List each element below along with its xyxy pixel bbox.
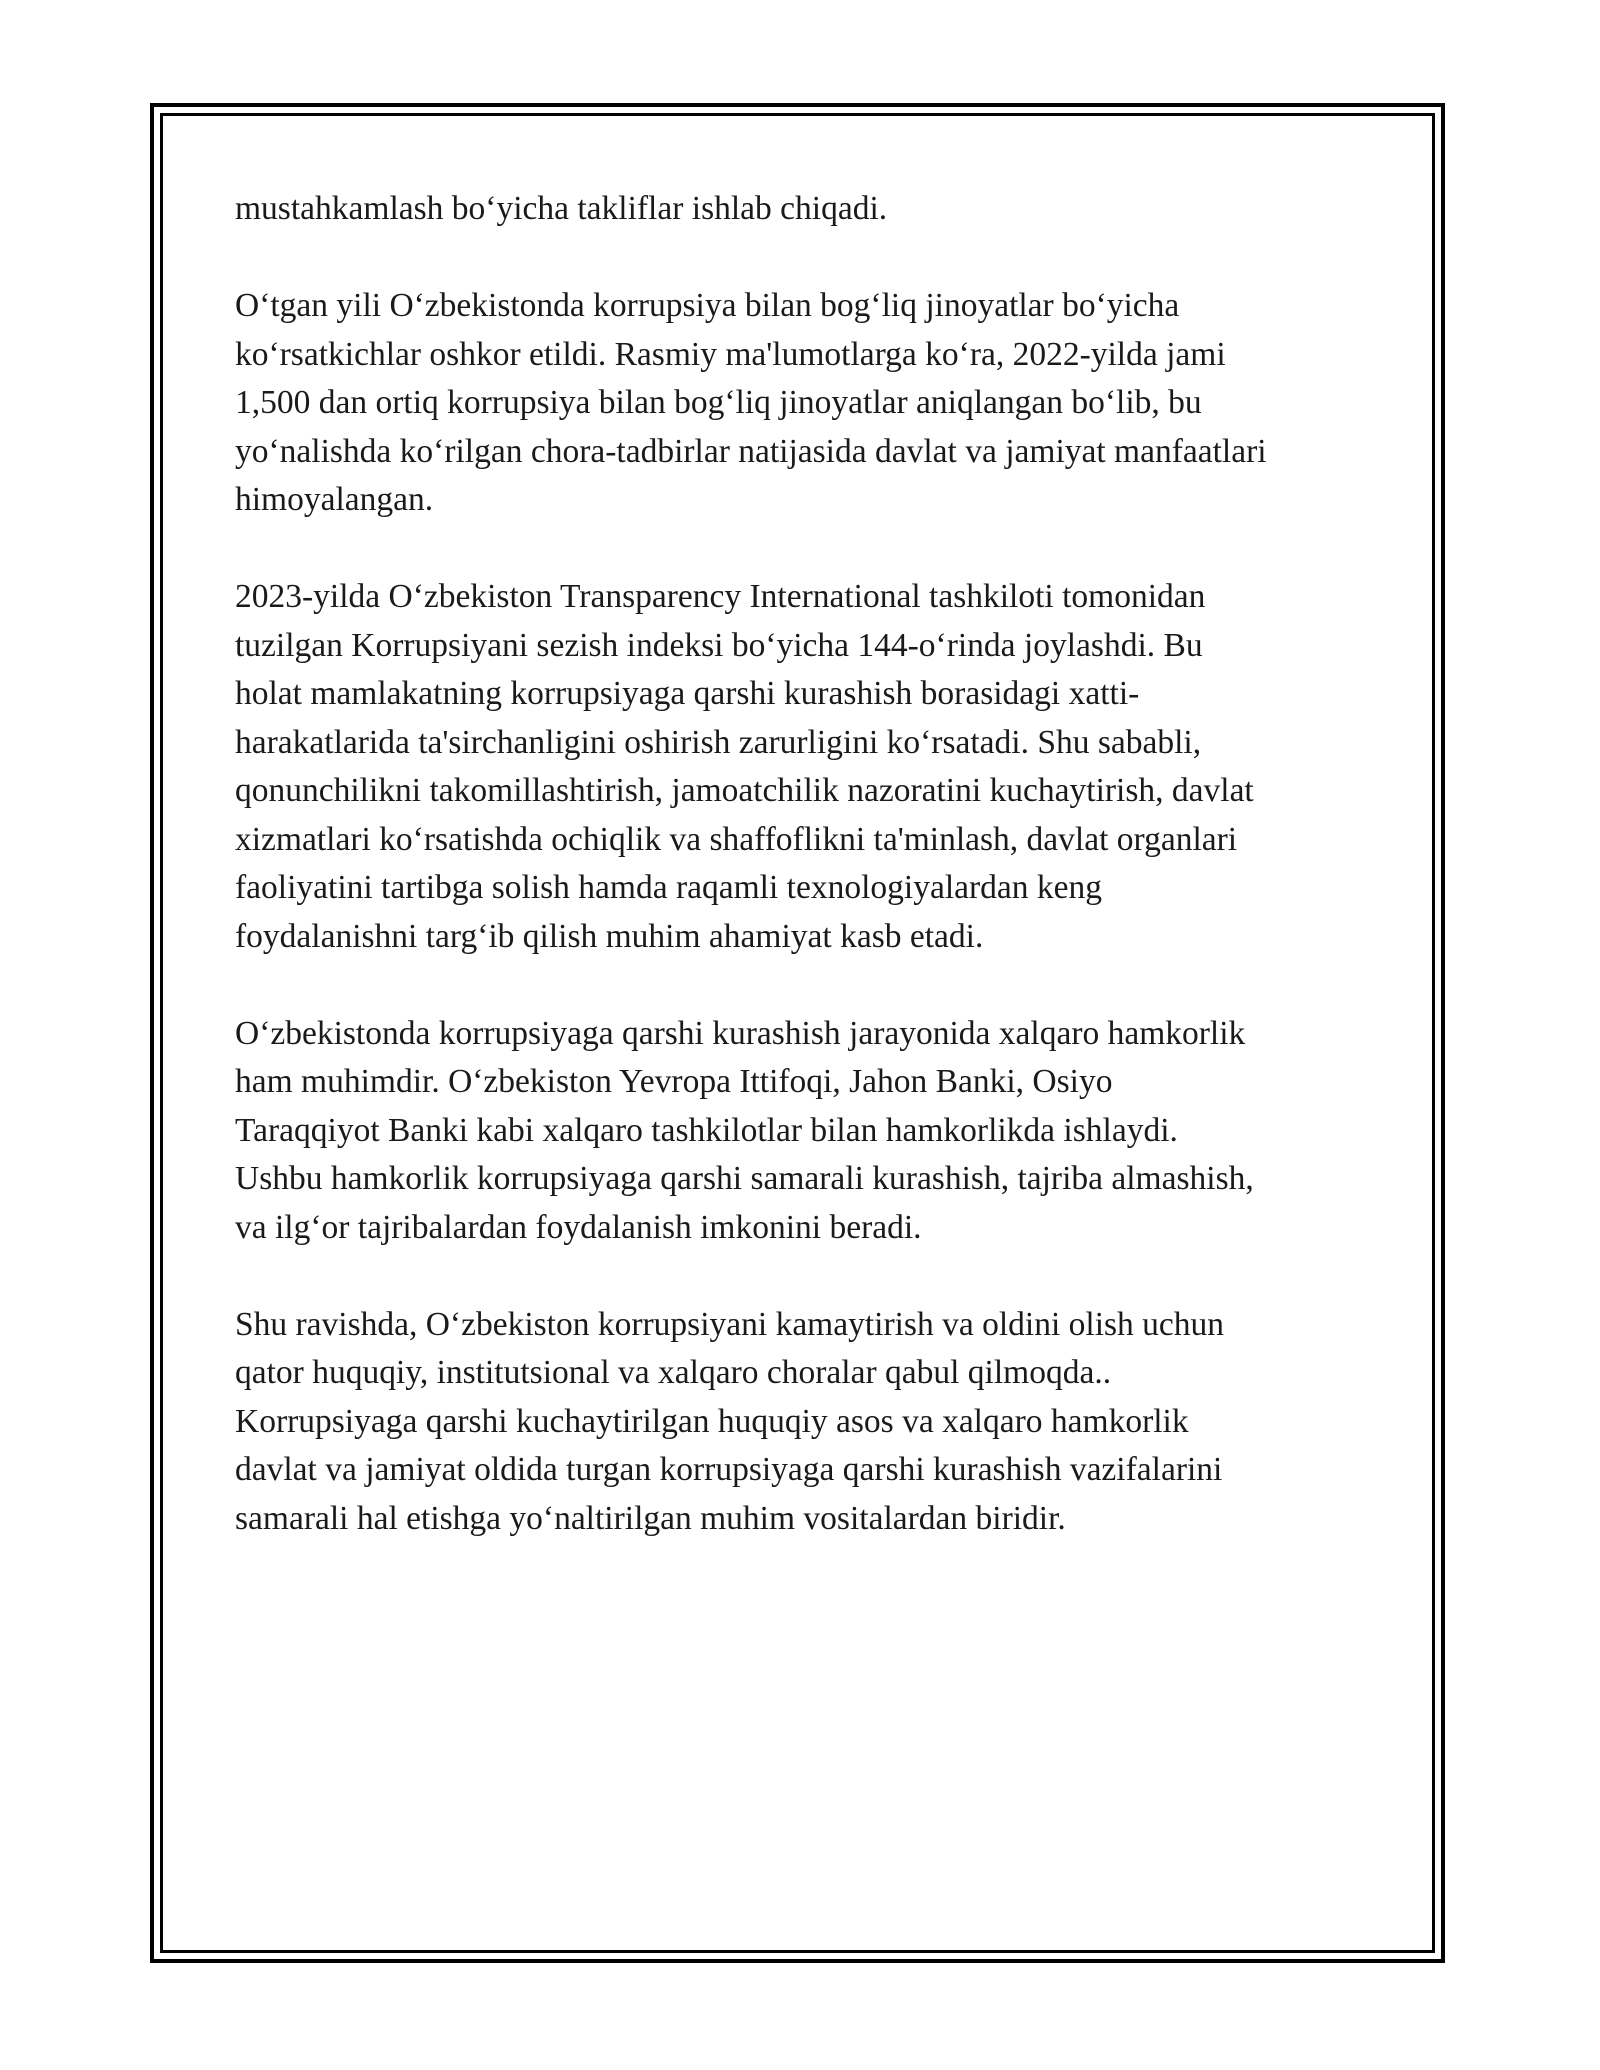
paragraph-5 (235, 1301, 1370, 1544)
text-line: ham muhimdir. O‘zbekiston Yevropa Ittifoqi, Jahon Banki, Osiyo (235, 1063, 1113, 1100)
text-line: qator huquqiy, institutsional va xalqaro choralar qabul qilmoqda.. (235, 1354, 1112, 1391)
paragraph-2 (235, 282, 1370, 525)
paragraph-4 (235, 1010, 1370, 1253)
text-line: xizmatlari ko‘rsatishda ochiqlik va shaffoflikni ta'minlash, davlat organlari (235, 820, 1238, 858)
text-line: holat mamlakatning korrupsiyaga qarshi kurashish borasidagi xatti- (235, 675, 1140, 712)
text-line: 2023-yilda O‘zbekiston Transparency International tashkiloti tomonidan (235, 578, 1206, 615)
text-line: mustahkamlash bo‘yicha takliflar ishlab chiqadi. (235, 190, 888, 227)
document-body (235, 185, 1370, 1592)
text-line: Korrupsiyaga qarshi kuchaytirilgan huquqiy asos va xalqaro hamkorlik (235, 1402, 1189, 1440)
text-line: Taraqqiyot Banki kabi xalqaro tashkilotlar bilan hamkorlikda ishlaydi. (235, 1111, 1178, 1149)
text-line: yo‘nalishda ko‘rilgan chora-tadbirlar natijasida davlat va jamiyat manfaatlari (235, 432, 1267, 470)
paragraph-3 (235, 573, 1370, 961)
paragraph-1 (235, 185, 1370, 234)
text-line: samarali hal etishga yo‘naltirilgan muhim vositalardan biridir. (235, 1499, 1066, 1537)
text-line: foydalanishni targ‘ib qilish muhim ahamiyat kasb etadi. (235, 917, 984, 955)
text-line: davlat va jamiyat oldida turgan korrupsiyaga qarshi kurashish vazifalarini (235, 1451, 1223, 1488)
text-line: O‘tgan yili O‘zbekistonda korrupsiya bilan bog‘liq jinoyatlar bo‘yicha (235, 287, 1180, 324)
text-line: ko‘rsatkichlar oshkor etildi. Rasmiy ma'lumotlarga ko‘ra, 2022-yilda jami (235, 335, 1226, 373)
text-line: va ilg‘or tajribalardan foydalanish imkonini beradi. (235, 1208, 922, 1246)
text-line: 1,500 dan ortiq korrupsiya bilan bog‘liq jinoyatlar aniqlangan bo‘lib, bu (235, 384, 1202, 421)
text-line: Shu ravishda, O‘zbekiston korrupsiyani kamaytirish va oldini olish uchun (235, 1305, 1225, 1343)
text-line: harakatlarida ta'sirchanligini oshirish zarurligini ko‘rsatadi. Shu sababli, (235, 723, 1202, 761)
text-line: O‘zbekistonda korrupsiyaga qarshi kurashish jarayonida xalqaro hamkorlik (235, 1014, 1246, 1052)
text-line: faoliyatini tartibga solish hamda raqamli texnologiyalardan keng (235, 869, 1103, 906)
text-line: tuzilgan Korrupsiyani sezish indeksi bo‘yicha 144-o‘rinda joylashdi. Bu (235, 626, 1203, 664)
text-line: himoyalangan. (235, 481, 434, 518)
text-line: qonunchilikni takomillashtirish, jamoatchilik nazoratini kuchaytirish, davlat (235, 772, 1254, 809)
text-line: Ushbu hamkorlik korrupsiyaga qarshi samarali kurashish, tajriba almashish, (235, 1160, 1254, 1197)
